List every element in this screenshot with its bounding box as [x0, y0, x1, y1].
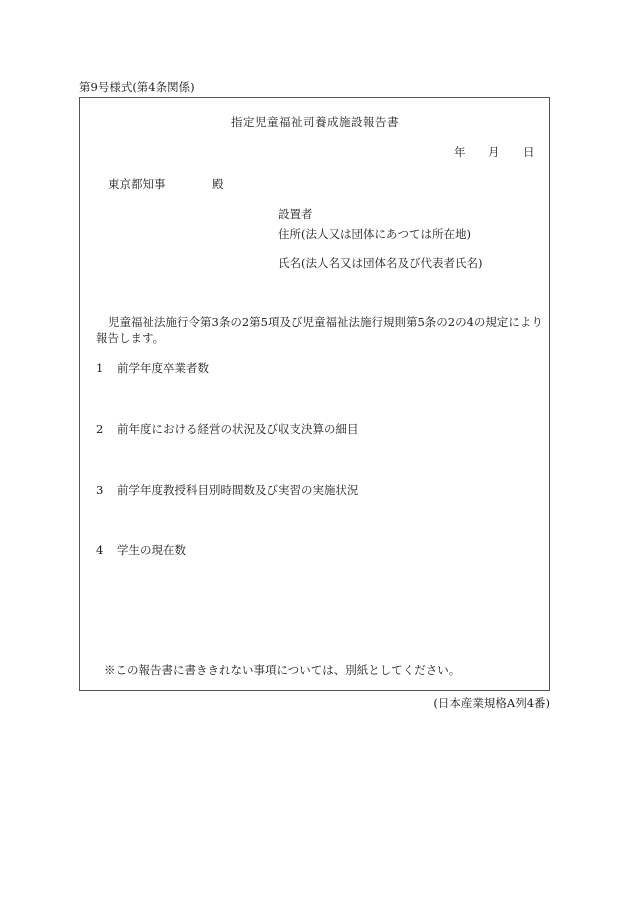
address-label: 住所(法人又は団体にあつては所在地) — [278, 227, 471, 241]
founder-label: 設置者 — [278, 207, 313, 221]
item-number: 2 — [96, 422, 104, 436]
list-item — [96, 544, 186, 558]
date-year-label: 年 — [454, 145, 466, 159]
body-text-line1: 児童福祉法施行令第3条の2第5項及び児童福祉法施行規則第5条の2の4の規定により — [108, 315, 543, 329]
form-number: 第9号様式(第4条関係) — [79, 80, 195, 94]
body-text-line2: 報告します。 — [96, 331, 165, 345]
note-text: ※この報告書に書ききれない事項については、別紙としてください。 — [104, 663, 461, 677]
list-item — [96, 484, 359, 498]
item-label: 前年度における経営の状況及び収支決算の細目 — [117, 422, 359, 436]
form-title: 指定児童福祉司養成施設報告書 — [231, 115, 399, 129]
name-label: 氏名(法人名又は団体名及び代表者氏名) — [278, 256, 483, 270]
list-item — [96, 362, 209, 376]
item-number: 3 — [96, 483, 104, 497]
list-item — [96, 423, 359, 437]
item-number: 1 — [96, 361, 104, 375]
paper-standard-note: (日本産業規格A列4番) — [433, 696, 550, 710]
item-label: 学生の現在数 — [117, 543, 186, 557]
item-number: 4 — [96, 543, 104, 557]
item-label: 前学年度教授科目別時間数及び実習の実施状況 — [117, 483, 359, 497]
date-month-label: 月 — [488, 145, 500, 159]
date-day-label: 日 — [523, 145, 535, 159]
addressee: 東京都知事 — [108, 177, 166, 191]
honorific: 殿 — [212, 177, 224, 191]
item-label: 前学年度卒業者数 — [117, 361, 209, 375]
